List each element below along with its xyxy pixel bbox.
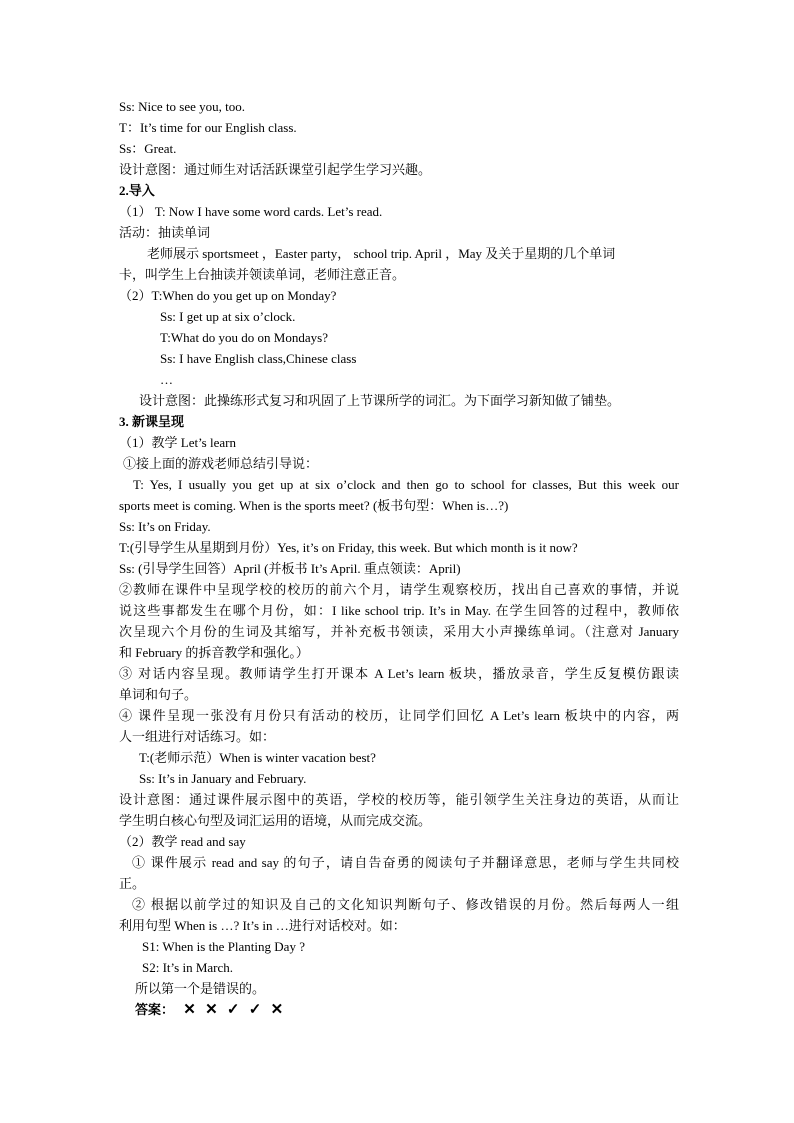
- paragraph-line: 单词和句子。: [119, 687, 198, 702]
- paragraph-line: sports meet is coming. When is the sports meet? (板书句型：When is…?): [119, 498, 509, 513]
- dialogue-line: Ss: (引导学生回答）April (并板书 It’s April. 重点领读：April): [119, 561, 461, 576]
- ellipsis-line: …: [160, 372, 173, 387]
- dialogue-line: T:What do you do on Mondays?: [160, 330, 328, 345]
- dialogue-line: S2: It’s in March.: [142, 960, 233, 975]
- dialogue-line: T：It’s time for our English class.: [119, 120, 297, 135]
- check-mark-icon: ✓: [248, 1002, 262, 1018]
- dialogue-line: Ss: It’s on Friday.: [119, 519, 211, 534]
- paragraph-line: 和 February 的拆音教学和强化。）: [119, 645, 309, 660]
- step-line: （2）教学 read and say: [119, 834, 246, 849]
- lesson-plan-text: [119, 96, 679, 1020]
- dialogue-line: Ss: I get up at six o’clock.: [160, 309, 296, 324]
- paragraph-line: 卡，叫学生上台抽读并领读单词，老师注意正音。: [119, 267, 406, 282]
- cross-mark-icon: ✕: [183, 1002, 196, 1018]
- paragraph-line: ③ 对话内容呈现。教师请学生打开课本 A Let’s learn 板块，播放录音，学生反复模仿跟读: [119, 666, 679, 681]
- paragraph-line: 说这些事都发生在哪个月份，如：I like school trip. It’s in May. 在学生回答的过程中，教师依: [119, 603, 679, 618]
- paragraph-line: 次呈现六个月份的生词及其缩写，并补充板书领读，采用大小声操练单词。（注意对 January: [119, 624, 679, 639]
- dialogue-line: S1: When is the Planting Day ?: [142, 939, 305, 954]
- dialogue-line: T:(引导学生从星期到月份）Yes, it’s on Friday, this week. But which month is it now?: [119, 540, 578, 555]
- answer-label: 答案：: [135, 1002, 175, 1017]
- step-line: （1） T: Now I have some word cards. Let’s read.: [119, 204, 383, 219]
- paragraph-line: 利用句型 When is …? It’s in …进行对话校对。如：: [119, 918, 406, 933]
- section-heading: 3. 新课呈现: [119, 414, 185, 429]
- dialogue-line: Ss: Nice to see you, too.: [119, 99, 246, 114]
- paragraph-line: 正。: [119, 876, 146, 891]
- step-line: （1）教学 Let’s learn: [119, 435, 236, 450]
- paragraph-line: 老师展示 sportsmeet ，Easter party， school trip. April ，May 及关于星期的几个单词: [147, 246, 616, 261]
- cross-mark-icon: ✕: [205, 1002, 218, 1018]
- paragraph-line: 所以第一个是错误的。: [135, 981, 266, 996]
- dialogue-line: T:(老师示范）When is winter vacation best?: [139, 750, 376, 765]
- design-intent: 设计意图：通过课件展示图中的英语，学校的校历等，能引领学生关注身边的英语，从而让: [119, 792, 679, 807]
- design-intent: 设计意图：通过师生对话活跃课堂引起学生学习兴趣。: [119, 162, 432, 177]
- dialogue-line: Ss: It’s in January and February.: [139, 771, 307, 786]
- cross-mark-icon: ✕: [270, 1002, 284, 1018]
- dialogue-line: Ss：Great.: [119, 141, 177, 156]
- activity-line: 活动：抽读单词: [119, 225, 211, 240]
- step-line: （2）T:When do you get up on Monday?: [119, 288, 337, 303]
- check-mark-icon: ✓: [226, 1002, 240, 1018]
- paragraph-line: ④ 课件呈现一张没有月份只有活动的校历，让同学们回忆 A Let’s learn 板块中的内容，两: [119, 708, 679, 723]
- design-intent: 设计意图：此操练形式复习和巩固了上节课所学的词汇。为下面学习新知做了铺垫。: [139, 393, 621, 408]
- answer-line: [119, 999, 679, 1020]
- paragraph-line: ②教师在课件中呈现学校的校历的前六个月，请学生观察校历，找出自己喜欢的事情，并说: [119, 582, 679, 597]
- paragraph-line: ② 根据以前学过的知识及自己的文化知识判断句子、修改错误的月份。然后每两人一组: [132, 897, 679, 912]
- paragraph-line: ① 课件展示 read and say 的句子，请自告奋勇的阅读句子并翻译意思，老师与学生共同校: [132, 855, 679, 870]
- dialogue-line: Ss: I have English class,Chinese class: [160, 351, 357, 366]
- design-intent: 学生明白核心句型及词汇运用的语境，从而完成交流。: [119, 813, 432, 828]
- paragraph-line: 人一组进行对话练习。如：: [119, 729, 276, 744]
- section-heading: 2.导入: [119, 183, 155, 198]
- step-line: ①接上面的游戏老师总结引导说：: [123, 456, 319, 471]
- paragraph-line: T: Yes, I usually you get up at six o’clock and then go to school for classes, But this week our: [133, 477, 679, 492]
